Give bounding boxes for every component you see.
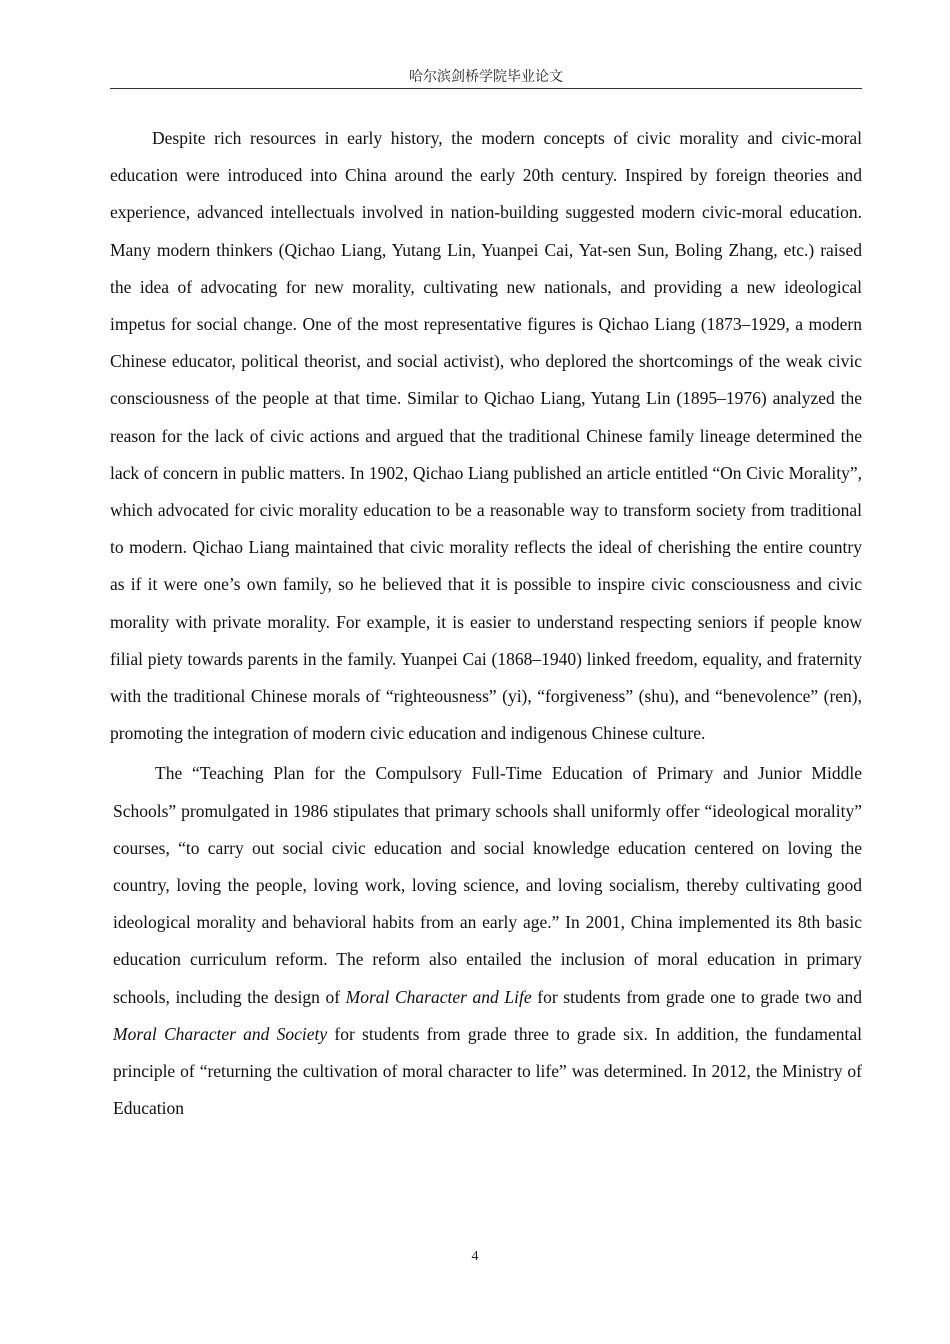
paragraph-2-text-2: for students from grade one to grade two and (531, 986, 862, 1007)
paragraph-1: Despite rich resources in early history, the modern concepts of civic morality and civic-moral education were introduced into China around the early 20th century. Inspired by foreign theories and experience, advanced intellectuals involved in nation-building suggested modern civic-moral education. Many modern thinkers (Qichao Liang, Yutang Lin, Yuanpei Cai, Yat-sen Sun, Boling Zhang, etc.) raised the idea of advocating for new morality, cultivating new nationals, and providing a new ideological impetus for social change. One of the most representative figures is Qichao Liang (1873–1929, a modern Chinese educator, political theorist, and social activist), who deplored the shortcomings of the weak civic consciousness of the people at that time. Similar to Qichao Liang, Yutang Lin (1895–1976) analyzed the reason for the lack of civic actions and argued that the traditional Chinese family lineage determined the lack of concern in public matters. In 1902, Qichao Liang published an article entitled “On Civic Morality”, which advocated for civic morality education to be a reasonable way to transform society from traditional to modern. Qichao Liang maintained that civic morality reflects the ideal of cherishing the entire country as if it were one’s own family, so he believed that it is possible to inspire civic consciousness and civic morality with private morality. For example, it is easier to understand respecting seniors if people know filial piety towards parents in the family. Yuanpei Cai (1868–1940) linked freedom, equality, and fraternity with the traditional Chinese morals of “righteousness” (yi), “forgiveness” (shu), and “benevolence” (ren), promoting the integration of modern civic education and indigenous Chinese culture. (110, 128, 862, 744)
book-title-moral-character-and-life: Moral Character and Life (345, 986, 532, 1007)
book-title-moral-character-and-society: Moral Character and Society (113, 1023, 328, 1044)
page-number: 4 (471, 1249, 479, 1264)
header-divider (110, 88, 862, 89)
paragraph-2 (110, 755, 862, 1127)
document-body (110, 120, 862, 1127)
paragraph-2-text-3: for students from grade three to grade six. In addition, the fundamental principle of “returning the cultivation of moral character to life” was determined. In 2012, the Ministry of Education (113, 1023, 863, 1119)
page-header-title: 哈尔滨剑桥学院毕业论文 (409, 70, 563, 85)
paragraph-2-text-1: The “Teaching Plan for the Compulsory Full-Time Education of Primary and Junior Middle Schools” promulgated in 1986 stipulates that primary schools shall uniformly offer “ideological morality” courses, “to carry out social civic education and social knowledge education centered on loving the country, loving the people, loving work, loving science, and loving socialism, thereby cultivating good ideological morality and behavioral habits from an early age.” In 2001, China implemented its 8th basic education curriculum reform. The reform also entailed the inclusion of moral education in primary schools, including the design of (113, 763, 862, 1007)
